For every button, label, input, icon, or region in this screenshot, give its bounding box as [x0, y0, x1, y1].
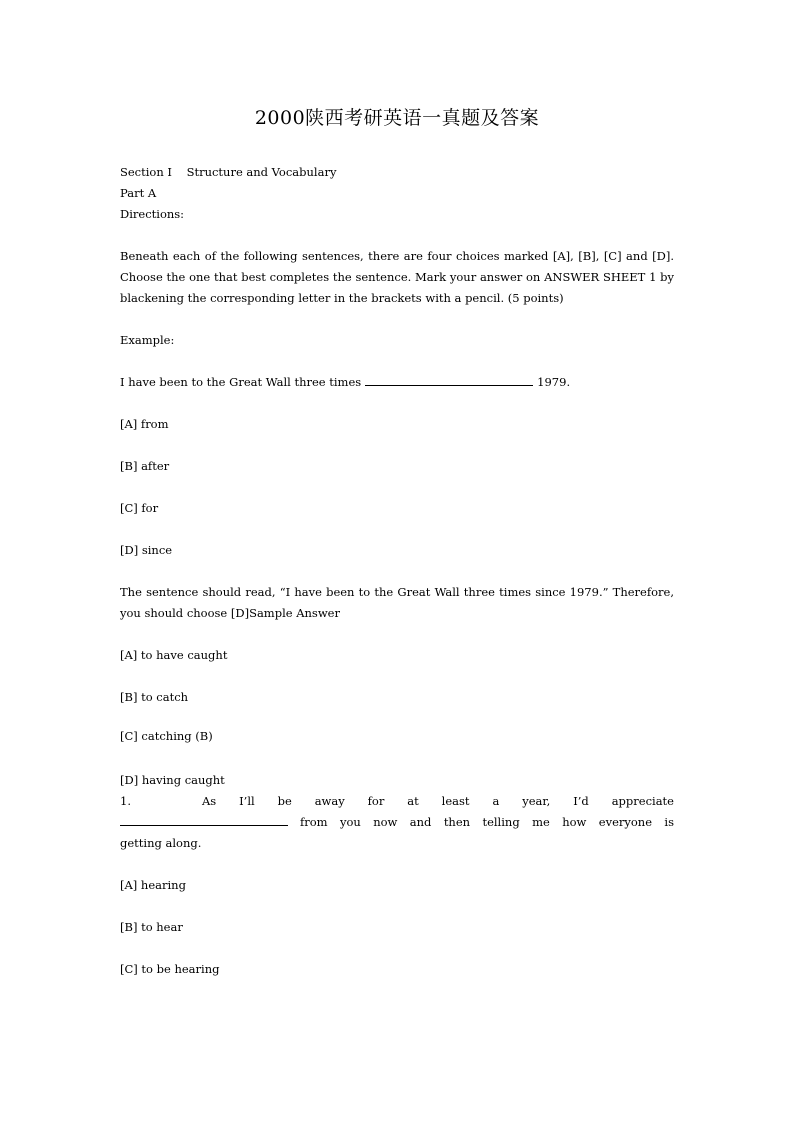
question-1-option-b: [B] to hear [120, 920, 183, 934]
example-stem-before: I have been to the Great Wall three times [120, 375, 362, 389]
spacer [120, 435, 674, 456]
document-body [120, 162, 674, 980]
question-1-stem-part-2: from you now and then telling me how everyone is [300, 815, 674, 829]
sample-option-a: [A] to have caught [120, 648, 228, 662]
spacer [120, 708, 674, 726]
example-explanation: The sentence should read, “I have been to the Great Wall three times since 1979.” Therefore, you should choose [D]Sample Answer [120, 585, 674, 620]
question-1-answer-blank [120, 813, 288, 826]
example-answer-blank [365, 373, 533, 386]
example-stem [120, 372, 674, 393]
question-1-option-c: [C] to be hearing [120, 962, 220, 976]
spacer [120, 561, 674, 582]
example-option-b: [B] after [120, 459, 170, 473]
example-option-c: [C] for [120, 501, 159, 515]
part-heading: Part A [120, 186, 157, 200]
spacer [120, 393, 674, 414]
sample-option-b: [B] to catch [120, 690, 189, 704]
spacer [120, 938, 674, 959]
question-1-line-3: getting along. [120, 836, 202, 850]
spacer [120, 351, 674, 372]
spacer [120, 896, 674, 917]
spacer [120, 477, 674, 498]
question-1-line-2 [120, 812, 674, 833]
question-1-number: 1. [120, 794, 131, 808]
directions-label: Directions: [120, 207, 185, 221]
question-1-option-a: [A] hearing [120, 878, 186, 892]
question-1-line-1 [120, 791, 674, 812]
section-heading: Section I Structure and Vocabulary [120, 165, 337, 179]
document-title: 2000陕西考研英语一真题及答案 [254, 107, 540, 129]
example-option-d: [D] since [120, 543, 173, 557]
spacer [120, 624, 674, 645]
question-1-stem-part-1: As I’ll be away for at least a year, I’d appreciate [202, 794, 674, 808]
spacer [120, 519, 674, 540]
directions-text: Beneath each of the following sentences, there are four choices marked [A], [B], [C] and [D]. Choose the one that best completes the sentence. Mark your answer on ANSWER SHEET 1 by blackening the corresponding letter in the brackets with a pencil. (5 points) [120, 249, 674, 305]
spacer [120, 666, 674, 687]
example-option-a: [A] from [120, 417, 169, 431]
spacer [120, 225, 674, 246]
spacer [120, 854, 674, 875]
example-label: Example: [120, 333, 175, 347]
example-stem-after: 1979. [537, 375, 571, 389]
sample-option-d: [D] having caught [120, 773, 225, 787]
spacer [120, 309, 674, 330]
spacer [120, 747, 674, 770]
sample-option-c: [C] catching (B) [120, 729, 213, 743]
